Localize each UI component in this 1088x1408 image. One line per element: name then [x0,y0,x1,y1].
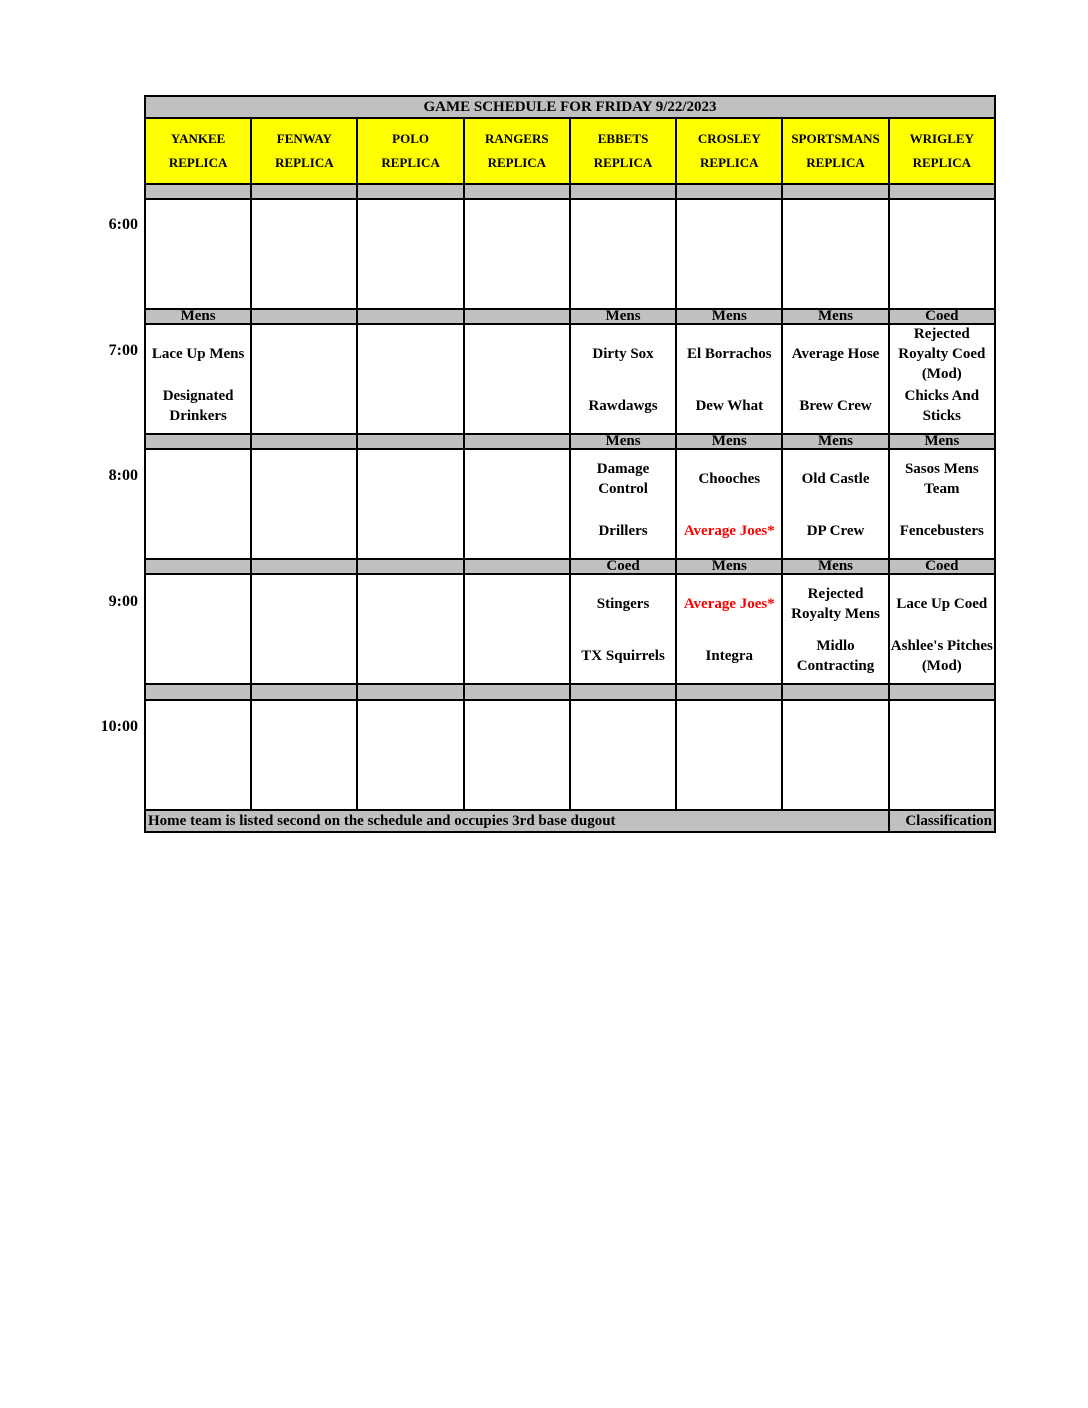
game-cell [145,574,251,684]
away-team: Lace Up Mens [151,345,245,362]
home-team [253,632,355,680]
away-team: Rejected Royalty Coed (Mod) [898,325,986,382]
field-name: YANKEE [170,130,226,146]
game-cell [570,199,676,309]
classification-row [145,434,995,449]
classification-cell [145,434,251,449]
game-cell [464,700,570,810]
away-team [466,702,568,758]
classification-cell [676,184,782,199]
game-cell [357,700,463,810]
home-team [784,257,886,305]
footer-row [145,810,995,832]
away-team [253,702,355,758]
classification-cell [782,184,888,199]
time-label: 10:00 [100,718,138,735]
away-team: Rejected Royalty Mens [791,586,880,623]
away-team [678,702,780,758]
field-subtitle: REPLICA [487,154,547,170]
field-name: WRIGLEY [909,130,974,146]
game-cell [145,199,251,309]
classification-cell [145,559,251,574]
classification-cell [464,559,570,574]
classification-cell [357,184,463,199]
field-subtitle: REPLICA [275,154,334,170]
away-team [253,326,355,382]
field-subtitle: REPLICA [168,154,228,170]
game-cell [251,700,357,810]
classification-cell [464,434,570,449]
schedule-table [144,95,996,833]
time-label: 7:00 [108,342,138,359]
classification-cell [357,434,463,449]
home-team [572,758,674,806]
classification-cell: Mens [676,434,782,449]
classification-cell: Mens [145,309,251,324]
game-cell [251,449,357,559]
home-team [253,507,355,555]
away-team [572,201,674,257]
time-label: 9:00 [108,593,138,610]
away-team [784,201,886,257]
home-team [359,632,461,680]
home-team: Rawdawgs [588,397,658,414]
classification-cell: Mens [676,559,782,574]
classification-cell [889,684,995,699]
away-team [466,576,568,632]
home-team: DP Crew [806,523,865,540]
field-header-wrigley [889,118,995,183]
game-cell [782,700,888,810]
classification-row [145,184,995,199]
time-slot-row [145,324,995,434]
home-team: Midlo Contracting [796,638,875,675]
home-team [466,507,568,555]
classification-cell [145,684,251,699]
game-cell [889,700,995,810]
home-team [359,257,461,305]
title-row [145,96,995,118]
classification-cell [464,184,570,199]
field-header-crosley [676,118,782,183]
game-cell [145,324,251,434]
classification-cell: Mens [782,309,888,324]
field-header-polo [357,118,463,183]
home-team [466,257,568,305]
home-team [147,758,249,806]
home-team: Brew Crew [799,397,872,414]
game-cell [676,324,782,434]
home-team [678,758,780,806]
away-team [359,451,461,507]
game-cell [357,324,463,434]
away-team: Average Joes* [683,596,775,613]
away-team [466,451,568,507]
away-team [253,451,355,507]
classification-cell [464,684,570,699]
classification-cell: Mens [570,434,676,449]
away-team [359,326,461,382]
home-team [147,507,249,555]
field-header-rangers [464,118,570,183]
game-cell [464,324,570,434]
away-team: Chooches [698,471,761,488]
game-cell [464,199,570,309]
field-name: RANGERS [485,130,549,146]
classification-cell [676,684,782,699]
away-team: Average Hose [791,345,880,362]
game-cell [145,449,251,559]
home-team [147,257,249,305]
classification-cell [357,309,463,324]
home-team [784,758,886,806]
field-subtitle: REPLICA [806,154,865,170]
home-team: Dew What [695,397,764,414]
field-header-ebbets [570,118,676,183]
classification-cell [251,434,357,449]
away-team: Old Castle [801,471,870,488]
footer-classification-label: Classification [889,810,995,832]
game-cell [570,574,676,684]
time-slot-row [145,449,995,559]
field-header-row [145,118,995,183]
classification-cell [889,184,995,199]
home-team [253,257,355,305]
time-label: 8:00 [108,467,138,484]
classification-cell: Coed [889,309,995,324]
game-cell [782,449,888,559]
classification-cell [251,184,357,199]
away-team [147,201,249,257]
classification-cell [357,559,463,574]
classification-cell [570,184,676,199]
field-name: EBBETS [597,130,649,146]
home-team [572,257,674,305]
away-team: Stingers [596,596,650,613]
classification-cell [251,559,357,574]
game-cell [676,199,782,309]
game-cell [357,449,463,559]
home-team [891,758,993,806]
away-team [784,702,886,758]
field-name: POLO [392,130,429,146]
home-team [359,382,461,430]
game-cell [570,324,676,434]
classification-cell: Coed [889,559,995,574]
classification-cell: Mens [782,559,888,574]
classification-row [145,309,995,324]
home-team: Drillers [598,523,648,540]
game-cell [251,324,357,434]
field-name: FENWAY [276,130,332,146]
classification-cell: Mens [889,434,995,449]
home-team [466,758,568,806]
classification-cell: Coed [570,559,676,574]
field-subtitle: REPLICA [381,154,440,170]
away-team [466,201,568,257]
classification-cell [782,684,888,699]
away-team [572,702,674,758]
home-team [359,758,461,806]
classification-cell [251,684,357,699]
home-team: Average Joes* [683,523,775,540]
home-team: Ashlee's Pitches (Mod) [890,638,993,675]
field-subtitle: REPLICA [912,154,972,170]
field-name: SPORTSMANS [791,130,880,146]
away-team [466,326,568,382]
home-team: Designated Drinkers [162,387,234,424]
game-cell [145,700,251,810]
classification-cell [145,184,251,199]
field-header-fenway [251,118,357,183]
classification-cell: Mens [782,434,888,449]
footer-note: Home team is listed second on the schedule and occupies 3rd base dugout [145,810,889,832]
game-cell [782,574,888,684]
game-cell [889,324,995,434]
field-header-yankee [145,118,251,183]
game-cell [676,449,782,559]
away-team [891,702,993,758]
classification-cell [570,684,676,699]
game-cell [889,449,995,559]
classification-row [145,559,995,574]
home-team [253,758,355,806]
field-name: CROSLEY [697,130,761,146]
time-label: 6:00 [108,216,138,233]
game-cell [782,324,888,434]
game-cell [889,574,995,684]
home-team: Fencebusters [899,523,984,540]
schedule-title: GAME SCHEDULE FOR FRIDAY 9/22/2023 [145,96,995,118]
field-subtitle: REPLICA [593,154,653,170]
home-team [359,507,461,555]
game-cell [676,700,782,810]
game-cell [357,199,463,309]
away-team: Dirty Sox [592,345,654,362]
game-cell [251,199,357,309]
classification-cell: Mens [570,309,676,324]
game-cell [676,574,782,684]
classification-cell [464,309,570,324]
home-team: Chicks And Sticks [904,387,980,424]
game-cell [251,574,357,684]
home-team [466,632,568,680]
away-team [891,201,993,257]
away-team [678,201,780,257]
away-team [253,576,355,632]
field-header-sportsmans [782,118,888,183]
away-team [359,702,461,758]
home-team [466,382,568,430]
time-slot-row [145,574,995,684]
away-team: Lace Up Coed [896,596,988,613]
game-cell [357,574,463,684]
time-slot-row [145,199,995,309]
game-cell [464,574,570,684]
game-cell [782,199,888,309]
home-team [253,382,355,430]
away-team [147,702,249,758]
home-team [147,632,249,680]
home-team [891,257,993,305]
game-cell [464,449,570,559]
away-team [253,201,355,257]
game-cell [570,700,676,810]
away-team: Damage Control [596,461,650,498]
classification-cell [357,684,463,699]
away-team [147,576,249,632]
away-team: Sasos Mens Team [904,461,979,498]
classification-cell: Mens [676,309,782,324]
home-team: TX Squirrels [581,648,665,665]
classification-cell [251,309,357,324]
game-cell [570,449,676,559]
game-cell [889,199,995,309]
away-team [359,201,461,257]
time-slot-row [145,700,995,810]
away-team: El Borrachos [686,345,772,362]
home-team [678,257,780,305]
home-team: Integra [705,648,754,665]
field-subtitle: REPLICA [700,154,759,170]
away-team [359,576,461,632]
classification-row [145,684,995,699]
away-team [147,451,249,507]
